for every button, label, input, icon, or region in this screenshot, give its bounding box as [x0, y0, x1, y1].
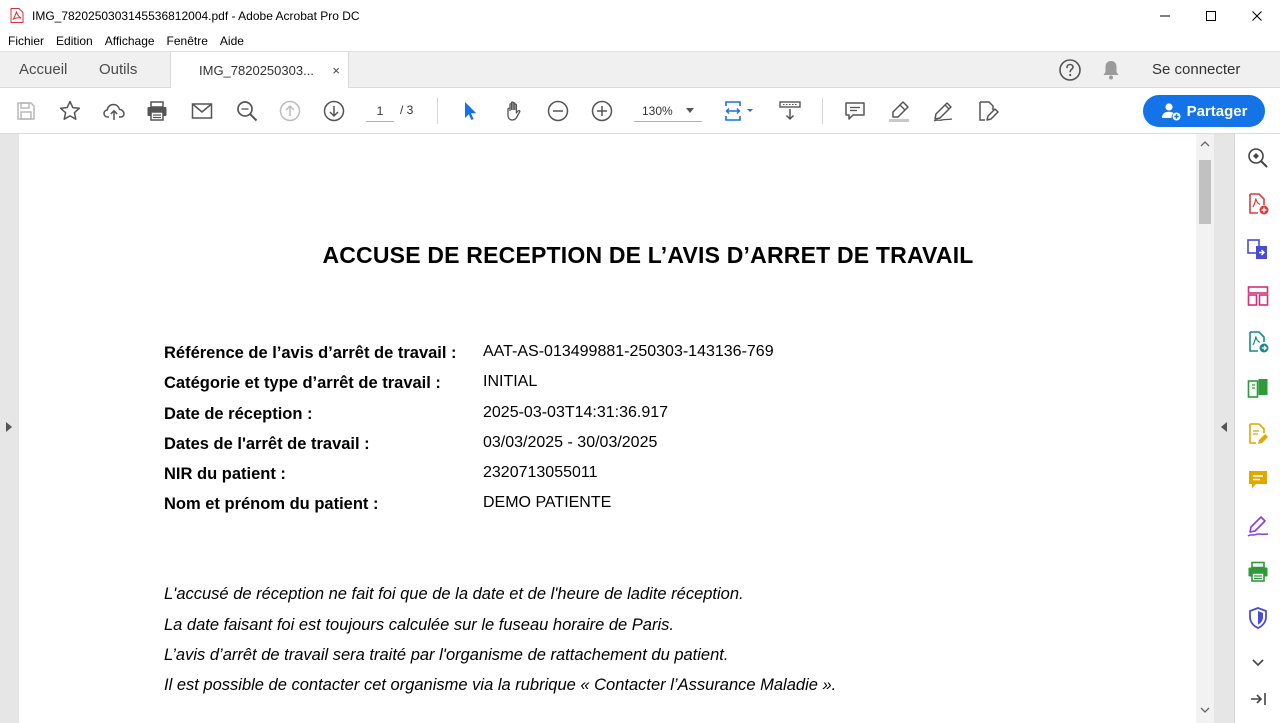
fit-page-button[interactable] — [722, 99, 758, 123]
right-panel-toggle[interactable] — [1214, 134, 1234, 723]
field-label: Référence de l’avis d’arrêt de travail : — [164, 344, 457, 362]
field-value: 2320713055011 — [483, 464, 598, 481]
print-production-tool[interactable] — [1245, 559, 1271, 585]
note-line: L'accusé de réception ne fait foi que de la date et de l'heure de ladite réception. — [164, 585, 744, 603]
left-panel-toggle[interactable] — [0, 134, 19, 723]
page-total: / 3 — [400, 103, 414, 117]
comment-tool[interactable] — [1245, 467, 1271, 493]
organize-pages-icon — [1246, 284, 1270, 308]
edit-pdf-icon — [1246, 422, 1270, 446]
menu-bar — [0, 31, 1280, 51]
comment-icon — [843, 99, 867, 123]
menu-edit[interactable]: Edition — [56, 34, 93, 48]
next-page-button[interactable] — [322, 99, 346, 123]
main-toolbar — [0, 88, 1280, 134]
chevron-down-icon — [686, 108, 694, 113]
fill-sign-tool[interactable] — [1245, 513, 1271, 539]
page-number-input[interactable] — [366, 100, 394, 122]
maximize-button[interactable] — [1188, 0, 1234, 31]
previous-page-button[interactable] — [278, 99, 302, 123]
fill-sign-tool-icon — [1246, 514, 1270, 538]
field-value: 03/03/2025 - 30/03/2025 — [483, 434, 658, 451]
minimize-icon — [1159, 10, 1171, 22]
hand-tool-button[interactable] — [502, 99, 526, 123]
save-icon — [14, 99, 38, 123]
share-button-label: Partager — [1186, 102, 1248, 120]
create-pdf-tool[interactable] — [1245, 191, 1271, 217]
upload-cloud-icon — [102, 99, 126, 123]
zoom-dropdown[interactable] — [634, 100, 702, 122]
print-production-icon — [1246, 560, 1270, 584]
collapse-panel-button[interactable] — [1245, 686, 1271, 712]
acrobat-pdf-icon — [10, 8, 24, 23]
field-value: DEMO PATIENTE — [483, 494, 612, 511]
enhance-scan-tool[interactable] — [1245, 145, 1271, 171]
zoom-in-icon — [590, 99, 614, 123]
zoom-value: 130% — [642, 103, 673, 118]
zoom-out-button[interactable] — [546, 99, 570, 123]
page-down-icon — [322, 99, 346, 123]
field-label: Nom et prénom du patient : — [164, 495, 379, 513]
export-pdf-icon — [1246, 330, 1270, 354]
scroll-mode-button[interactable] — [778, 99, 802, 123]
scroll-mode-icon — [778, 99, 802, 123]
bookmark-star-icon — [58, 99, 82, 123]
menu-window[interactable]: Fenêtre — [166, 34, 208, 48]
edit-pdf-tool[interactable] — [1245, 421, 1271, 447]
add-user-icon — [1161, 101, 1181, 121]
note-line: L’avis d’arrêt de travail sera traité par l'organisme de rattachement du patient. — [164, 646, 729, 664]
help-icon[interactable] — [1058, 58, 1082, 82]
notification-bell-icon[interactable] — [1101, 59, 1121, 81]
zoom-out-icon — [546, 99, 570, 123]
window-controls — [1142, 0, 1280, 31]
document-tab-title: IMG_7820250303... — [199, 63, 314, 78]
comment-button[interactable] — [843, 99, 867, 123]
share-button[interactable] — [1143, 95, 1265, 127]
highlight-button[interactable] — [887, 99, 911, 123]
scroll-up-icon[interactable] — [1200, 140, 1210, 151]
search-button[interactable] — [235, 99, 259, 123]
hand-icon — [502, 99, 526, 123]
expand-icon — [1246, 650, 1270, 674]
field-label: NIR du patient : — [164, 465, 286, 483]
minimize-button[interactable] — [1142, 0, 1188, 31]
more-tools-button[interactable] — [1245, 649, 1271, 675]
create-pdf-icon — [1246, 192, 1270, 216]
note-line: La date faisant foi est toujours calculée sur le fuseau horaire de Paris. — [164, 616, 674, 634]
maximize-icon — [1205, 10, 1217, 22]
sign-in-link[interactable]: Se connecter — [1152, 61, 1241, 78]
save-button[interactable] — [14, 99, 38, 123]
toolbar-divider — [437, 98, 438, 124]
field-label: Date de réception : — [164, 405, 313, 423]
select-cursor-icon — [458, 99, 482, 123]
scrollbar-thumb[interactable] — [1199, 160, 1211, 224]
field-label: Dates de l'arrêt de travail : — [164, 435, 370, 453]
upload-button[interactable] — [102, 99, 126, 123]
highlight-icon — [887, 99, 911, 123]
protect-tool[interactable] — [1245, 605, 1271, 631]
search-zoom-icon — [235, 99, 259, 123]
organize-pages-tool[interactable] — [1245, 283, 1271, 309]
combine-files-tool[interactable] — [1245, 237, 1271, 263]
pdf-page[interactable] — [19, 134, 1196, 723]
draw-icon — [931, 99, 955, 123]
field-value: AAT-AS-013499881-250303-143136-769 — [483, 343, 774, 360]
fill-sign-button[interactable] — [975, 99, 999, 123]
tab-document[interactable] — [170, 52, 349, 89]
fill-sign-icon — [975, 99, 999, 123]
field-value: INITIAL — [483, 373, 538, 390]
menu-help[interactable]: Aide — [219, 34, 244, 48]
chevron-right-icon — [6, 422, 12, 432]
enhance-scan-icon — [1246, 146, 1270, 170]
close-icon — [1251, 10, 1263, 22]
draw-button[interactable] — [931, 99, 955, 123]
select-tool-button[interactable] — [458, 99, 482, 123]
fit-page-icon — [722, 99, 758, 123]
print-icon — [145, 99, 169, 123]
field-value: 2025-03-03T14:31:36.917 — [483, 404, 669, 421]
menu-view[interactable]: Affichage — [104, 34, 155, 48]
window-title: IMG_78202503031455368120​04.pdf - Adobe Acrobat Pro DC — [32, 8, 360, 23]
protect-icon — [1246, 606, 1270, 630]
email-icon — [190, 99, 214, 123]
close-window-button[interactable] — [1234, 0, 1280, 31]
export-pdf-tool[interactable] — [1245, 329, 1271, 355]
combine-files-icon — [1246, 238, 1270, 262]
zoom-in-button[interactable] — [590, 99, 614, 123]
field-label: Catégorie et type d’arrêt de travail : — [164, 374, 441, 392]
vertical-scrollbar[interactable] — [1196, 134, 1214, 723]
tab-home[interactable]: Accueil — [19, 61, 68, 78]
document-title: ACCUSE DE RECEPTION DE L’AVIS D’ARRET DE TRAVAIL — [322, 242, 974, 268]
toolbar-divider — [822, 98, 823, 124]
email-button[interactable] — [190, 99, 214, 123]
tab-bar — [0, 51, 1280, 88]
close-tab-button[interactable]: × — [332, 63, 340, 78]
document-workspace — [0, 134, 1280, 723]
menu-file[interactable]: Fichier — [8, 34, 45, 48]
tab-tools[interactable]: Outils — [99, 61, 138, 78]
compare-files-icon — [1246, 376, 1270, 400]
note-line: Il est possible de contacter cet organisme via la rubrique « Contacter l’Assurance Maladie ». — [164, 676, 837, 694]
page-up-icon — [278, 99, 302, 123]
scroll-down-icon[interactable] — [1200, 706, 1210, 717]
chevron-left-icon — [1221, 422, 1227, 432]
collapse-panel-icon — [1246, 687, 1270, 711]
compare-files-tool[interactable] — [1245, 375, 1271, 401]
print-button[interactable] — [145, 99, 169, 123]
title-bar — [0, 0, 1280, 31]
bookmark-button[interactable] — [58, 99, 82, 123]
tools-panel — [1234, 134, 1280, 723]
comment-tool-icon — [1246, 468, 1270, 492]
